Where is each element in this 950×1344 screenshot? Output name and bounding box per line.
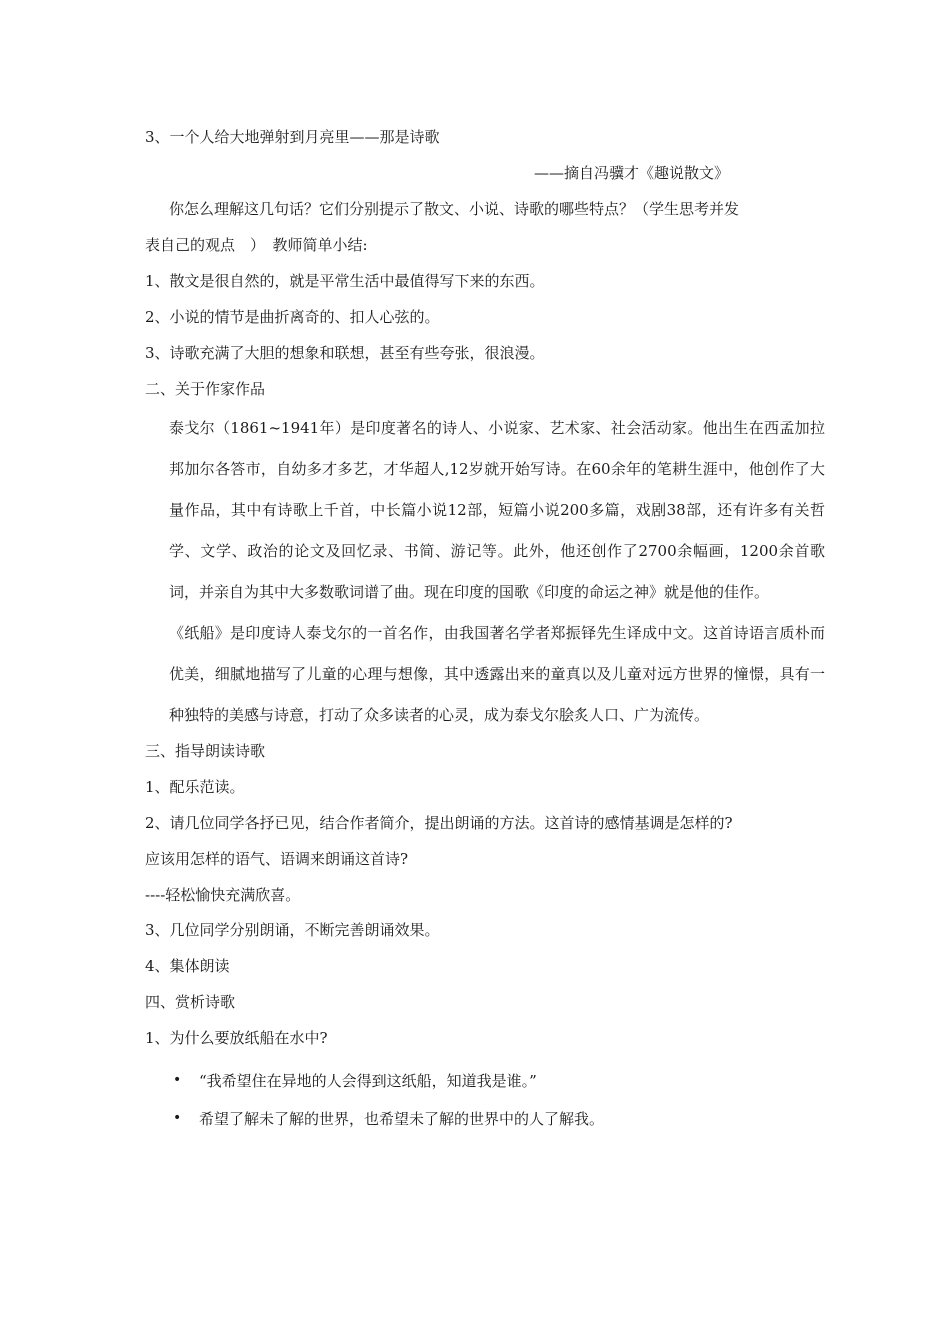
bullet-icon: • bbox=[173, 1110, 182, 1126]
summary-item-novel: 2、小说的情节是曲折离奇的、扣人心弦的。 bbox=[145, 308, 440, 326]
document-body bbox=[145, 124, 825, 1137]
summary-item-poetry: 3、诗歌充满了大胆的想象和联想，甚至有些夸张，很浪漫。 bbox=[145, 344, 545, 362]
quote-source: ——摘自冯骥才《趣说散文》 bbox=[533, 164, 729, 182]
analysis-question-1: 1、为什么要放纸船在水中? bbox=[145, 1029, 328, 1047]
reading-step-2-answer: ----轻松愉快充满欣喜。 bbox=[145, 886, 301, 904]
list-item-text: 希望了解未了解的世界，也希望未了解的世界中的人了解我。 bbox=[199, 1109, 605, 1128]
question-line-2: 表自己的观点 ） 教师简单小结: bbox=[145, 236, 368, 254]
section-heading-analysis: 四、赏析诗歌 bbox=[145, 993, 236, 1011]
poem-intro-paragraph: 《纸船》是印度诗人泰戈尔的一首名作，由我国著名学者郑振铎先生译成中文。这首诗语言质朴而优美，细腻地描写了儿童的心理与想像，其中透露出来的童真以及儿童对远方世界的憧憬，具有一种独特的美感与诗意，打动了众多读者的心灵，成为泰戈尔脍炙人口、广为流传。 bbox=[169, 624, 825, 724]
reading-step-3: 3、几位同学分别朗诵，不断完善朗诵效果。 bbox=[145, 921, 440, 939]
reading-step-1: 1、配乐范读。 bbox=[145, 778, 245, 796]
bullet-icon: • bbox=[173, 1072, 182, 1088]
reading-step-2-cont: 应该用怎样的语气、语调来朗诵这首诗? bbox=[145, 850, 409, 868]
quote-line-poetry: 3、一个人给大地弹射到月亮里——那是诗歌 bbox=[145, 128, 440, 146]
reading-step-2: 2、请几位同学各抒已见，结合作者简介，提出朗诵的方法。这首诗的感情基调是怎样的? bbox=[145, 814, 733, 832]
section-heading-reading: 三、指导朗读诗歌 bbox=[145, 742, 266, 760]
list-item-text: “我希望住在异地的人会得到这纸船，知道我是谁。” bbox=[199, 1071, 537, 1090]
list-item bbox=[145, 1099, 825, 1137]
author-paragraph: 泰戈尔（1861~1941年）是印度著名的诗人、小说家、艺术家、社会活动家。他出生在西孟加拉邦加尔各答市，自幼多才多艺，才华超人,12岁就开始写诗。在60余年的笔耕生涯中，他创作了大量作品，其中有诗歌上千首，中长篇小说12部，短篇小说200多篇，戏剧38部，还有许多有关哲学、文学、政治的论文及回忆录、书简、游记等。此外，他还创作了2700余幅画，1200余首歌词，并亲自为其中大多数歌词谱了曲。现在印度的国歌《印度的命运之神》就是他的佳作。 bbox=[169, 419, 825, 601]
reading-step-4: 4、集体朗读 bbox=[145, 957, 230, 975]
summary-item-prose: 1、散文是很自然的，就是平常生活中最值得写下来的东西。 bbox=[145, 272, 545, 290]
section-heading-author: 二、关于作家作品 bbox=[145, 380, 266, 398]
question-line-1: 你怎么理解这几句话？它们分别提示了散文、小说、诗歌的哪些特点？（学生思考并发 bbox=[169, 200, 740, 218]
list-item bbox=[145, 1061, 825, 1099]
